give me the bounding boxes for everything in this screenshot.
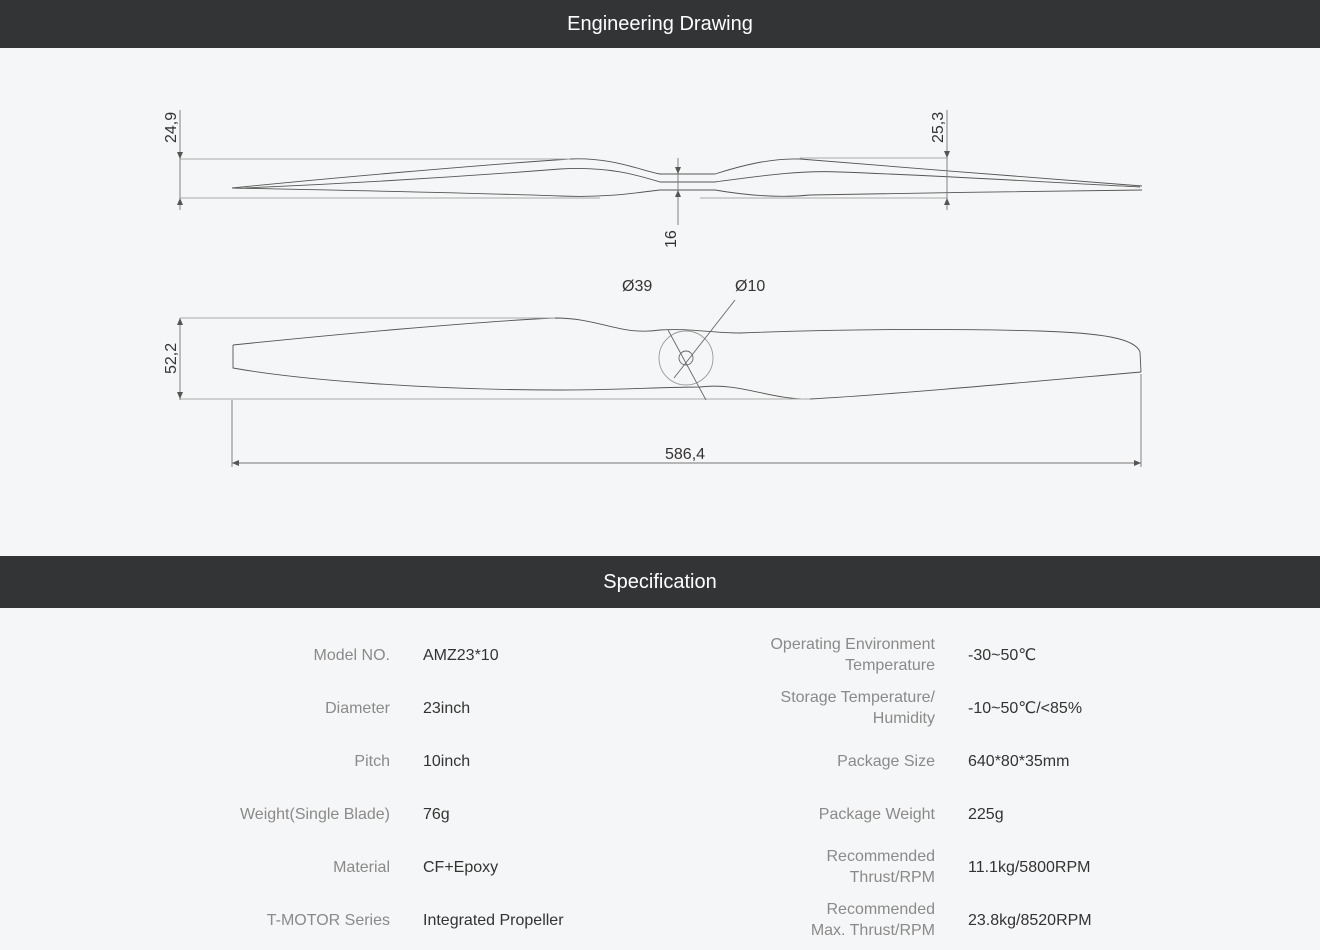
dim-length: 586,4 <box>665 446 706 463</box>
dim-hub-height: 16 <box>663 230 680 248</box>
spec-label-storage-temp-line2: Humidity <box>872 710 935 727</box>
spec-value-recommended-thrust: 11.1kg/5800RPM <box>968 859 1091 876</box>
spec-label-material: Material <box>333 859 390 876</box>
spec-value-max-thrust: 23.8kg/8520RPM <box>968 912 1092 929</box>
spec-value-diameter: 23inch <box>423 700 471 717</box>
propeller-drawing-svg <box>0 48 1320 556</box>
spec-label-operating-temp <box>700 634 935 676</box>
engineering-drawing-header <box>0 0 1320 48</box>
spec-label-operating-temp-line1: Operating Environment <box>770 636 935 653</box>
spec-value-operating-temp: -30~50℃ <box>968 647 1037 664</box>
spec-label-model: Model NO. <box>313 647 390 664</box>
spec-value-package-weight: 225g <box>968 806 1004 823</box>
spec-label-recommended-thrust-line1: Recommended <box>826 848 935 865</box>
spec-label-weight: Weight(Single Blade) <box>239 806 390 823</box>
engineering-drawing-title: Engineering Drawing <box>567 12 753 35</box>
spec-label-max-thrust-line1: Recommended <box>826 901 935 918</box>
dim-right-thickness: 25,3 <box>930 111 947 143</box>
spec-value-pitch: 10inch <box>423 753 471 770</box>
spec-value-weight: 76g <box>423 806 450 823</box>
specification-header <box>0 556 1320 608</box>
spec-label-max-thrust-line2: Max. Thrust/RPM <box>810 922 935 939</box>
spec-value-material: CF+Epoxy <box>423 859 499 876</box>
spec-label-max-thrust <box>700 899 935 941</box>
spec-value-storage-temp: -10~50℃/<85% <box>968 700 1083 717</box>
spec-label-operating-temp-line2: Temperature <box>845 657 935 674</box>
spec-value-series: Integrated Propeller <box>423 912 564 929</box>
side-view-upper-profile <box>232 159 1142 188</box>
spec-value-model: AMZ23*10 <box>423 647 499 664</box>
top-view-upper-edge <box>233 318 1141 372</box>
spec-label-series: T-MOTOR Series <box>266 912 390 929</box>
spec-value-package-size: 640*80*35mm <box>968 753 1070 770</box>
spec-label-package-size: Package Size <box>837 753 935 770</box>
specification-title: Specification <box>603 570 717 593</box>
spec-label-recommended-thrust <box>700 846 935 888</box>
side-view-lower-profile <box>232 188 1142 196</box>
dim-max-chord: 52,2 <box>163 342 180 374</box>
spec-label-diameter: Diameter <box>325 700 390 717</box>
spec-label-package-weight: Package Weight <box>818 806 935 823</box>
dim-left-thickness: 24,9 <box>163 111 180 143</box>
spec-label-recommended-thrust-line2: Thrust/RPM <box>849 869 935 886</box>
side-view-inner-line <box>245 168 1140 188</box>
dim-hub-outer-diameter: Ø39 <box>622 278 653 295</box>
spec-label-storage-temp <box>700 687 935 729</box>
top-view-lower-edge <box>233 345 1141 399</box>
dim-bore-diameter: Ø10 <box>735 278 766 295</box>
engineering-drawing <box>0 48 1320 556</box>
spec-label-storage-temp-line1: Storage Temperature/ <box>780 689 935 706</box>
spec-label-pitch: Pitch <box>354 753 390 770</box>
